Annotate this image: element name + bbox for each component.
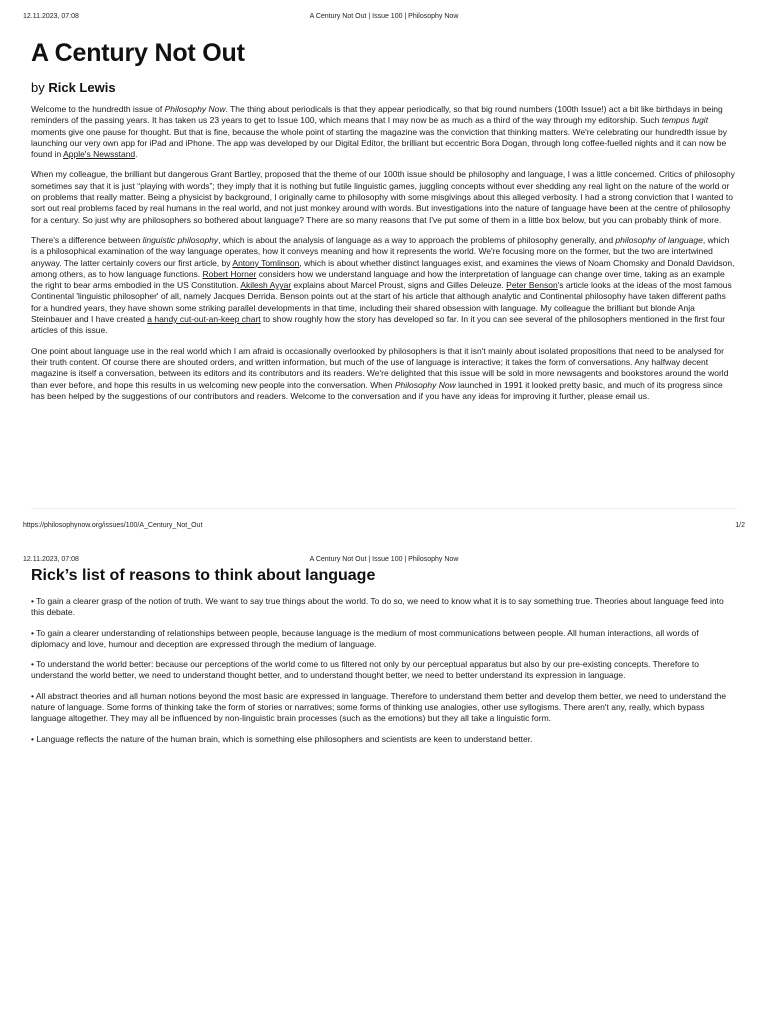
italic-text: Philosophy Now [394, 379, 456, 390]
article-page-2 [31, 566, 737, 754]
paragraph-text: considers how we understand language and how the interpretation of language can change over time, taking as an example the right to bear arms embodied in the US Constitution. [31, 268, 725, 291]
print-header-page-1 [23, 13, 745, 20]
paragraph-text: moments give one pause for thought. But that is fine, because the whole point of starting the magazine was the conviction that thinking matters. We're celebrating our hundredth issue by launching our very own app for iPad and iPhone. The app was developed by our Digital Editor, the brilliant but eccentric Bora Dogan, through long coffee-fuelled nights and it can now be found in [31, 126, 728, 160]
inline-link[interactable]: a handy cut-out-an-keep chart [147, 314, 261, 325]
print-header-page-2 [23, 556, 745, 563]
print-datetime: 12.11.2023, 07:08 [23, 13, 79, 20]
paragraph-text: 's article looks at the ideas of the most famous Continental 'linguistic philosopher' of all, namely Jacques Derrida. Benson points out at the start of his article that although analytic and Continental philosophy have taken different paths for a hundred years, they have shown some striking parallel developments in that time, including their shared obsession with language. My colleague the brilliant but blonde Anja Steinbauer and I have created [31, 280, 732, 325]
page-divider [31, 508, 737, 509]
article-body [31, 104, 737, 402]
italic-text: Philosophy Now [164, 104, 226, 114]
byline [31, 80, 737, 96]
article-paragraph [31, 104, 737, 160]
inline-link[interactable]: Peter Benson [506, 280, 558, 291]
byline-prefix: by [31, 80, 45, 95]
inline-link[interactable]: Antony Tomlinson [232, 257, 300, 268]
article-title: A Century Not Out [31, 39, 245, 67]
inline-link[interactable]: Robert Horner [202, 268, 257, 279]
paragraph-text: There's a difference between [31, 234, 143, 245]
italic-text: linguistic philosophy [142, 234, 219, 245]
reason-item: • All abstract theories and all human notions beyond the most basic are expressed in language. Therefore to understand them better and develop them better, we need to understand the nature of language. Some forms of thinking take the form of stories or narratives; some forms of thinking use analogies, other use syllogisms. There aren't any, really, which bypass language altogether. They may all be influenced by non-linguistic brain processes (such as the emotions) but they all take a linguistic form. [31, 690, 727, 724]
paragraph-text: explains about Marcel Proust, signs and Gilles Deleuze. [291, 280, 507, 291]
reason-item: • To gain a clearer understanding of relationships between people, because language is the medium of most communications between people. All human interactions, all words of diplomacy and love, humour and deception are expressed through the medium of language. [31, 627, 699, 649]
paragraph-text: , which is about the analysis of language as a way to approach the problems of philosophy generally, and [218, 234, 616, 245]
article-page-1 [31, 38, 737, 411]
print-page-number: 1/2 [735, 522, 745, 529]
paragraph-text: , which is about whether distinct languages exist, and examines the views of Noam Chomsky and Donald Davidson, among others, as to how language functions. [31, 257, 735, 279]
italic-text: philosophy of language [615, 234, 703, 245]
reasons-list-title: Rick’s list of reasons to think about language [31, 567, 376, 584]
inline-link[interactable]: Apple's Newsstand [63, 149, 136, 160]
print-url: https://philosophynow.org/issues/100/A_Century_Not_Out [23, 522, 203, 529]
reason-item: • Language reflects the nature of the human brain, which is something else philosophers and scientists are keen to understand better. [31, 733, 533, 744]
reason-item: • To gain a clearer grasp of the notion of truth. We want to say true things about the world. To do so, we need to know what it is to say something true. Theories about language feed into this debate. [31, 596, 724, 618]
inline-link[interactable]: Akilesh Ayyar [240, 280, 292, 291]
print-datetime: 12.11.2023, 07:08 [23, 556, 79, 563]
italic-text: tempus fugit [661, 115, 709, 126]
reason-item: • To understand the world better: because our perceptions of the world come to us filtered not only by our perceptual apparatus but also by our pre-existing concepts. Therefore to understand the world better, we need to understand thought better, and to understand thought better, we need to better understand its expression in language. [31, 659, 699, 681]
paragraph-text: . The thing about periodicals is that they appear periodically, so that big round numbers (100th Issue!) act a bit like birthdays in being reminders of the passing years. It has taken us 23 years to get to Issue 100, which means that I may now be as much as a third of the way through my editorship. Such [31, 104, 723, 126]
paragraph-text: to show roughly how the story has developed so far. In it you can see several of the philosophers mentioned in the first four articles of this issue. [31, 314, 726, 336]
author-name: Rick Lewis [48, 80, 116, 95]
article-paragraph [31, 169, 737, 225]
article-paragraph [31, 346, 737, 402]
paragraph-text: . [135, 149, 138, 160]
paragraph-text: , which is a philosophical examination of the way language operates, how it conveys meaning and how it represents the world. We're focusing more on the former, but the two are intertwined anyway. The latter certainly covers our first article, by [31, 234, 730, 268]
paragraph-text: When my colleague, the brilliant but dangerous Grant Bartley, proposed that the theme of our 100th issue should be philosophy and language, I was a little concerned. Critics of philosophy sometimes say that it is just “playing with words”; they imply that it is nothing but futile linguistic games, juggling concepts without ever shedding any real light on the nature of the world or on problems that really matter. Being a physicist by background, I originally came to philosophy with some misgivings about this alleged verbosity. I had a strong conviction that I wanted to sort out real problems faced by real humans in the real world, and not just monkey around with words. But investigations into the nature of language have been at the centre of philosophy for a century. So just why are philosophers so bothered about language? There are so many reasons that I've put some of them in a little box below, but you can probably think of more. [31, 169, 735, 225]
print-page-title: A Century Not Out | Issue 100 | Philosophy Now [309, 13, 459, 20]
print-footer-page-1 [23, 522, 745, 529]
paragraph-text: launched in 1991 it looked pretty basic, and much of its progress since has been helped by the suggestions of our contributors and readers. Welcome to the conversation and if you have any ideas for improving it further, please email us. [31, 379, 723, 401]
paragraph-text: Welcome to the hundredth issue of [31, 104, 165, 114]
reasons-list [31, 596, 737, 745]
print-page-title: A Century Not Out | Issue 100 | Philosophy Now [309, 556, 459, 563]
article-paragraph [31, 235, 737, 337]
paragraph-text: One point about language use in the real world which I am afraid is occasionally overlooked by philosophers is that it isn't mainly about isolated propositions that need to be analysed for their truth content. Of course there are shouted orders, and written information, but much of the use of language is interactive; it takes the form of conversations. Any halfway decent magazine is itself a conversation, between its editors and its contributors and its readers. We're delighted that this issue will be sold in more newsagents and bookstores around the world than ever before, and hope this results in us welcoming new people into the conversation. When [31, 345, 729, 390]
